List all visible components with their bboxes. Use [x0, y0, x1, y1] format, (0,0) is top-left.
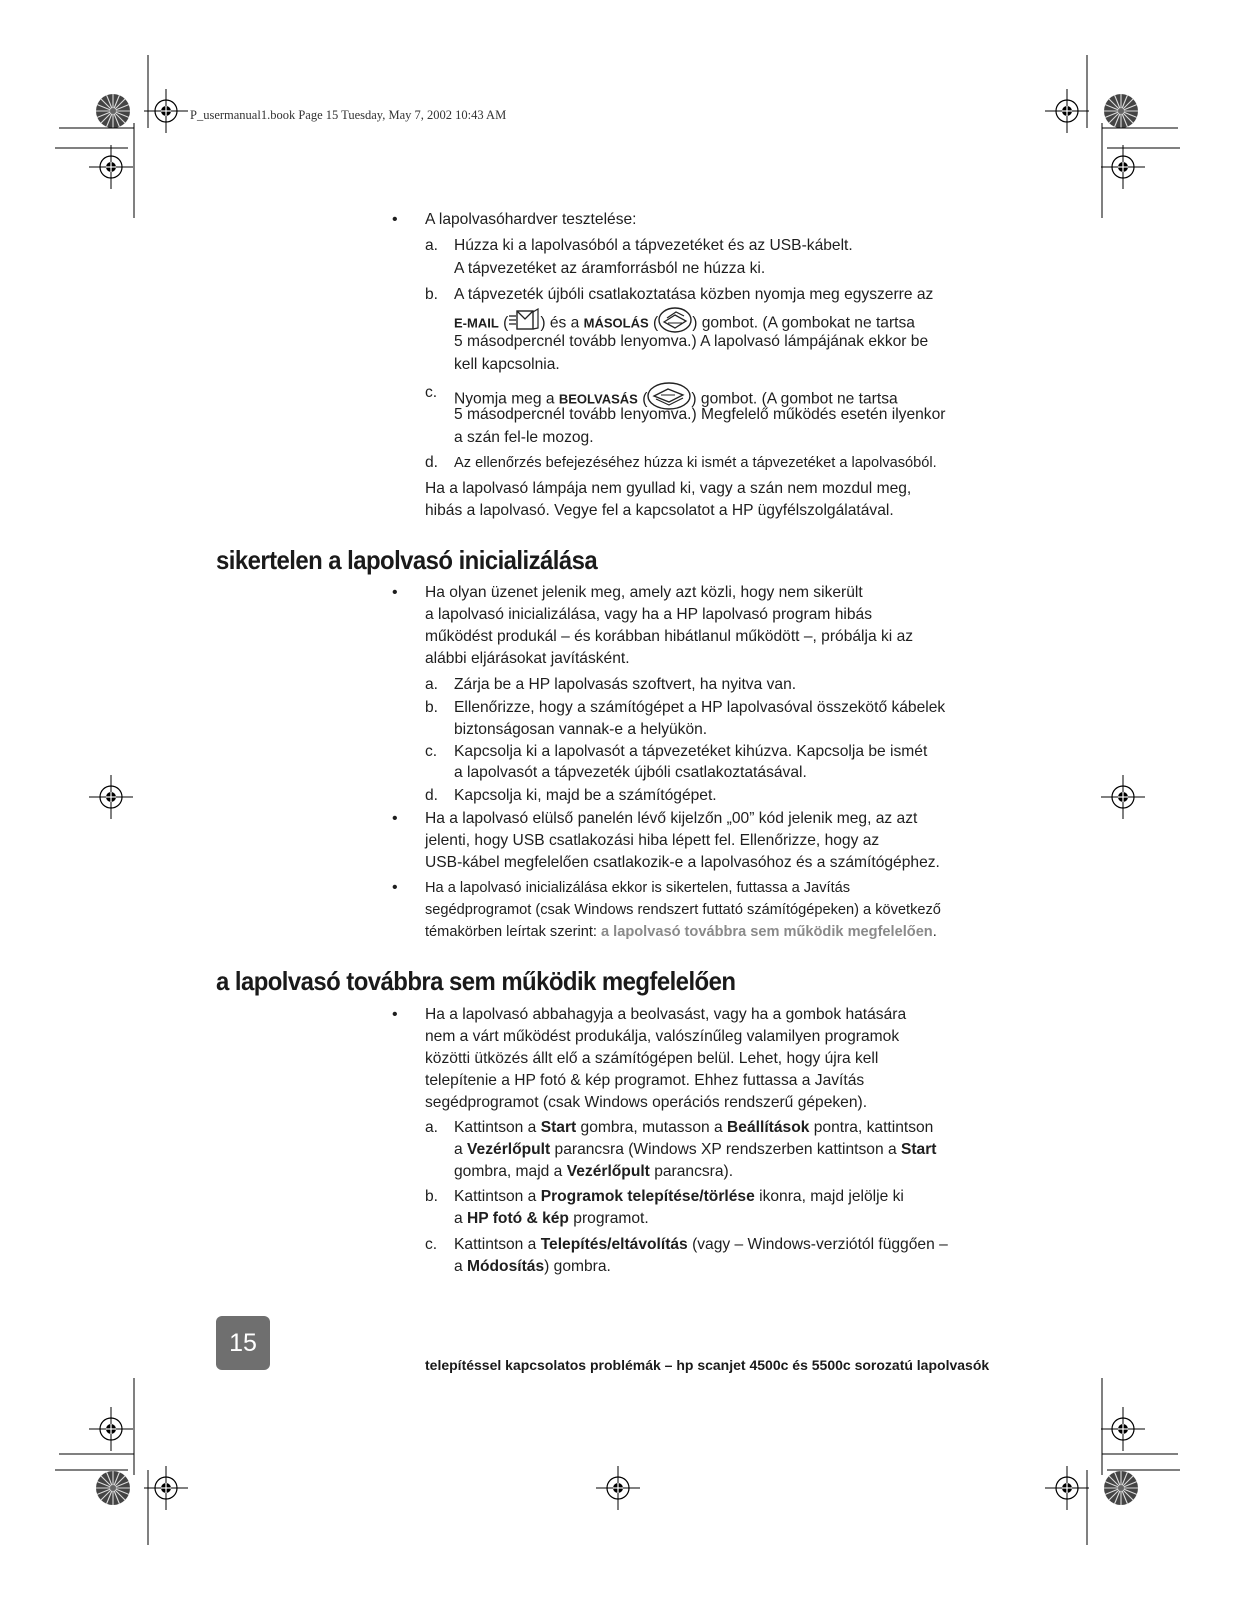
step-line: Kapcsolja ki a lapolvasót a tápvezetéket kihúzva. Kapcsolja be ismét: [454, 743, 928, 760]
bullet-line: a lapolvasó inicializálása, vagy ha a HP lapolvasó program hibás: [425, 606, 872, 623]
step-a-line3: gombra, majd a Vezérlőpult parancsra).: [454, 1163, 734, 1180]
running-footer-title: telepítéssel kapcsolatos problémák – hp scanjet 4500c és 5500c sorozatú lapolvasók: [425, 1357, 990, 1373]
step-d-line: Az ellenőrzés befejezéséhez húzza ki ismét a tápvezetéket a lapolvasóból.: [454, 455, 937, 471]
menu-add-remove-programs: Programok telepítése/törlése: [540, 1188, 755, 1205]
step-line: Ellenőrizze, hogy a számítógépet a HP lapolvasóval összekötő kábelek: [454, 699, 946, 716]
bullet-line: USB-kábel megfelelően csatlakozik-e a lapolvasóhoz és a számítógéphez.: [425, 854, 940, 871]
step-letter: c.: [425, 1236, 438, 1253]
step-a-line1: Kattintson a Start gombra, mutasson a Beállítások pontra, kattintson: [454, 1119, 934, 1136]
step-c-line: 5 másodpercnél tovább lenyomva.) Megfelelő működés esetén ilyenkor: [454, 406, 946, 423]
step-letter: d.: [425, 787, 439, 804]
bullet-marker: •: [392, 584, 398, 601]
bullet-line-with-link: témakörben leírtak szerint: a lapolvasó továbbra sem működik megfelelően.: [425, 924, 937, 940]
step-line: Kapcsolja ki, majd be a számítógépet.: [454, 787, 717, 804]
bullet-line: alábbi eljárásokat javításként.: [425, 650, 630, 667]
step-letter: c.: [425, 384, 438, 401]
email-button-name: E-MAIL: [454, 315, 499, 331]
section-heading-init-failed: sikertelen a lapolvasó inicializálása: [216, 545, 598, 575]
button-modify: Módosítás: [467, 1258, 545, 1275]
note-line: Ha a lapolvasó lámpája nem gyullad ki, vagy a szán nem mozdul meg,: [425, 480, 912, 497]
step-b-line2: a HP fotó & kép programot.: [454, 1210, 649, 1227]
step-c-line1: Kattintson a Telepítés/eltávolítás (vagy – Windows-verziótól függően –: [454, 1236, 948, 1253]
bullet-line: nem a várt működést produkálja, valószínűleg valamilyen programok: [425, 1028, 900, 1045]
note-line: hibás a lapolvasó. Vegye fel a kapcsolatot a HP ügyfélszolgálatával.: [425, 502, 894, 519]
bullet-line: Ha a lapolvasó inicializálása ekkor is sikertelen, futtassa a Javítás: [425, 880, 851, 896]
menu-start: Start: [540, 1119, 577, 1136]
bullet-line: közötti ütközés állt elő a számítógépen belül. Lehet, hogy újra kell: [425, 1050, 879, 1067]
step-line: Zárja be a HP lapolvasás szoftvert, ha nyitva van.: [454, 676, 797, 693]
menu-control-panel: Vezérlőpult: [566, 1163, 650, 1180]
book-header-info: P_usermanual1.book Page 15 Tuesday, May 7, 2002 10:43 AM: [190, 108, 507, 122]
step-b-line: A tápvezeték újbóli csatlakoztatása közben nyomja meg egyszerre az: [454, 286, 934, 303]
bullet-line: segédprogramot (csak Windows rendszert futtató számítógépeken) a következő: [425, 902, 941, 918]
menu-settings: Beállítások: [727, 1119, 810, 1136]
bullet-line: segédprogramot (csak Windows operációs rendszerű gépeken).: [425, 1094, 868, 1111]
section-heading-still-not-working: a lapolvasó továbbra sem működik megfelelően: [216, 966, 736, 996]
step-letter: b.: [425, 699, 439, 716]
page-number-badge: 15: [216, 1316, 270, 1370]
bullet-line: jelenti, hogy USB csatlakozási hiba lépett fel. Ellenőrizze, hogy az: [425, 832, 880, 849]
step-letter: b.: [425, 286, 439, 303]
scan-button-name: BEOLVASÁS: [558, 391, 638, 407]
step-c-line: a szán fel-le mozog.: [454, 429, 594, 446]
step-b-line: 5 másodpercnél tovább lenyomva.) A lapolvasó lámpájának ekkor be: [454, 333, 929, 350]
program-hp-photo: HP fotó & kép: [467, 1210, 569, 1227]
bullet-hardware-test: A lapolvasóhardver tesztelése:: [425, 211, 637, 228]
step-c-line2: a Módosítás) gombra.: [454, 1258, 611, 1275]
step-letter: a.: [425, 1119, 439, 1136]
step-line: biztonságosan vannak-e a helyükön.: [454, 721, 708, 738]
menu-start: Start: [900, 1141, 937, 1158]
menu-install-uninstall: Telepítés/eltávolítás: [540, 1236, 688, 1253]
step-letter: c.: [425, 743, 438, 760]
bullet-marker: •: [392, 211, 398, 228]
bullet-line: működést produkál – és korábban hibátlanul működött –, próbálja ki az: [425, 628, 914, 645]
step-b-line1: Kattintson a Programok telepítése/törlése ikonra, majd jelölje ki: [454, 1188, 904, 1205]
bullet-line: Ha olyan üzenet jelenik meg, amely azt közli, hogy nem sikerült: [425, 584, 863, 601]
step-letter: a.: [425, 237, 439, 254]
bullet-line: Ha a lapolvasó abbahagyja a beolvasást, vagy ha a gombok hatására: [425, 1006, 907, 1023]
step-b-line: kell kapcsolnia.: [454, 356, 560, 373]
step-b-buttons-line: E-MAIL ( ) és a MÁSOLÁS ( ) gombot. (A gombokat ne tartsa: [454, 307, 915, 340]
step-letter: d.: [425, 454, 439, 471]
step-a-line: Húzza ki a lapolvasóból a tápvezetéket és az USB-kábelt.: [454, 237, 853, 254]
step-a-line2: a Vezérlőpult parancsra (Windows XP rendszerben kattintson a Start: [454, 1141, 937, 1158]
bullet-marker: •: [392, 810, 398, 827]
bullet-line: telepítenie a HP fotó & kép programot. Ehhez futtassa a Javítás: [425, 1072, 865, 1089]
bullet-marker: •: [392, 879, 398, 896]
bullet-marker: •: [392, 1006, 398, 1023]
step-line: a lapolvasót a tápvezeték újbóli csatlakoztatásával.: [454, 764, 807, 781]
step-letter: b.: [425, 1188, 439, 1205]
step-a-line: A tápvezetéket az áramforrásból ne húzza ki.: [454, 260, 766, 277]
cross-reference-link[interactable]: a lapolvasó továbbra sem működik megfelelően: [601, 924, 933, 940]
step-c-buttons-line: Nyomja meg a BEOLVASÁS ( ) gombot. (A gombot ne tartsa: [454, 382, 898, 417]
step-letter: a.: [425, 676, 439, 693]
bullet-line: Ha a lapolvasó elülső panelén lévő kijelzőn „00” kód jelenik meg, az azt: [425, 810, 918, 827]
copy-button-name: MÁSOLÁS: [583, 315, 649, 331]
menu-control-panel: Vezérlőpult: [467, 1141, 551, 1158]
